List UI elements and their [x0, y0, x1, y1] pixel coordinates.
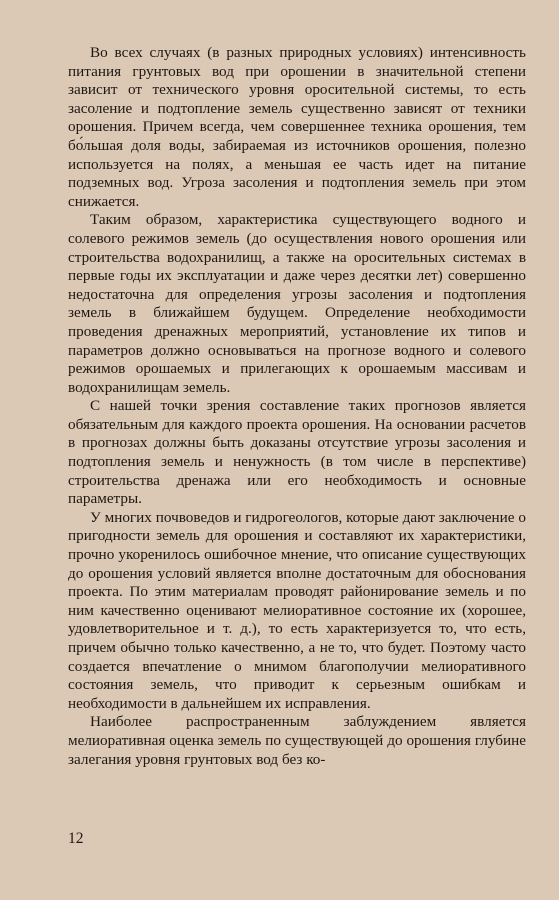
paragraph: Наиболее распространенным заблуждением является мелиоративная оценка земель по существующей до орошения глубине залегания уровня грунтовых вод без ко- — [68, 713, 526, 768]
body-text — [68, 44, 526, 769]
paragraph: С нашей точки зрения составление таких прогнозов является обязательным для каждого проекта орошения. На основании расчетов в прогнозах должны быть доказаны отсутствие угрозы засоления и подтопления земель и ненужность (в том числе в перспективе) строительства дренажа или его необходимость и основные параметры. — [68, 397, 526, 508]
page-number: 12 — [68, 830, 84, 847]
paragraph: Во всех случаях (в разных природных условиях) интенсивность питания грунтовых вод при орошении в значительной степени зависит от технического уровня оросительной системы, то есть засоление и подтопление земель существенно зависят от техники орошения. Причем всегда, чем совершеннее техника орошения, тем бо́льшая доля воды, забираемая из источников орошения, полезно используется на полях, а меньшая ее часть идет на питание подземных вод. Угроза засоления и подтопления земель при этом снижается. — [68, 44, 526, 210]
paragraph: У многих почвоведов и гидрогеологов, которые дают заключение о пригодности земель для орошения и составляют их характеристики, прочно укоренилось ошибочное мнение, что описание существующих до орошения условий является вполне достаточным для обоснования проекта. По этим материалам проводят районирование земель и по ним качественно оценивают мелиоративное состояние их (хорошее, удовлетворительное и т. д.), то есть характеризуется то, что есть, причем обычно только качественно, а не то, что будет. Поэтому часто создается впечатление о мнимом благополучии мелиоративного состояния земель, что приводит к серьезным ошибкам и необходимости в дальнейшем их исправления. — [68, 508, 526, 712]
paragraph: Таким образом, характеристика существующего водного и солевого режимов земель (до осуществления нового орошения или строительства водохранилищ, а также на оросительных системах в первые годы их эксплуатации и даже через десятки лет) совершенно недостаточна для определения угрозы засоления и подтопления земель в ближайшем будущем. Определение необходимости проведения дренажных мероприятий, установление их типов и параметров должно основываться на прогнозе водного и солевого режимов орошаемых и прилегающих к орошаемым массивам и водохранилищам земель. — [68, 211, 526, 396]
